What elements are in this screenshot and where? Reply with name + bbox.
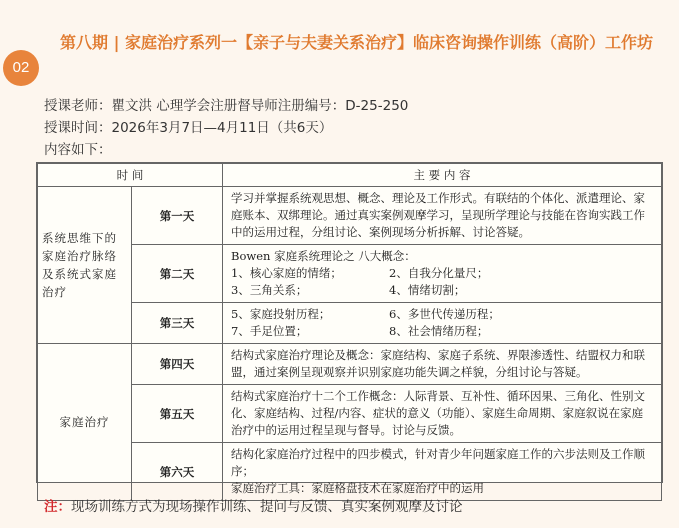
module-systemic: 系统思维下的家庭治疗脉络及系统式家庭治疗 — [38, 187, 132, 344]
concept-item: 7、手足位置； — [231, 324, 308, 338]
day-label: 第二天 — [132, 245, 223, 303]
day-label: 第四天 — [132, 344, 223, 385]
concept-item: 1、核心家庭的情绪； — [231, 266, 342, 280]
concept-item: 2、自我分化量尺； — [389, 266, 489, 280]
header-content: 主 要 内 容 — [223, 164, 662, 187]
module-family-therapy: 家庭治疗 — [38, 344, 132, 501]
day-content — [223, 303, 662, 344]
day-content — [223, 443, 662, 501]
table-row — [38, 303, 662, 344]
concept-item: 3、三角关系； — [231, 283, 308, 297]
table-row — [38, 245, 662, 303]
content-label: 内容如下： — [44, 142, 112, 158]
day-label: 第六天 — [132, 443, 223, 501]
table-row — [38, 443, 662, 501]
table-row — [38, 187, 662, 245]
teacher-info: 授课老师：瞿文洪 心理学会注册督导师注册编号：D-25-250 — [44, 98, 409, 114]
schedule-info: 授课时间：2026年3月7日—4月11日（共6天） — [44, 120, 333, 136]
day-label: 第五天 — [132, 385, 223, 443]
day-content: 结构式家庭治疗十二个工作概念：人际背景、互补性、循环因果、三角化、性别文化、家庭结构、过程/内容、症状的意义（功能）、家庭生命周期、家庭叙说在家庭治疗中的运用过程呈现与督导。讨论与反馈。 — [223, 385, 662, 443]
day-content: 学习并掌握系统观思想、概念、理论及工作形式。有联结的个体化、派遣理论、家庭账本、双绑理论。通过真实案例观摩学习，呈现所学理论与技能在咨询实践工作中的运用过程，分组讨论、案例现场分析拆解、讨论答疑。 — [223, 187, 662, 245]
concept-item: 6、多世代传递历程； — [389, 307, 500, 321]
day-label: 第一天 — [132, 187, 223, 245]
bowen-intro: Bowen 家庭系统理论之 八大概念： — [231, 249, 416, 263]
concept-item: 5、家庭投射历程； — [231, 307, 331, 321]
table-row — [38, 385, 662, 443]
header-time: 时 间 — [38, 164, 223, 187]
section-number-badge: 02 — [3, 50, 39, 86]
concept-item: 8、社会情绪历程； — [389, 324, 489, 338]
footnote-text: 现场训练方式为现场操作训练、提问与反馈、真实案例观摩及讨论 — [71, 499, 463, 515]
day-label: 第三天 — [132, 303, 223, 344]
footnote — [44, 495, 463, 515]
footnote-label: 注： — [44, 499, 71, 515]
day-content: 结构式家庭治疗理论及概念：家庭结构、家庭子系统、界限渗透性、结盟权力和联盟，通过案例呈现观察并识别家庭功能失调之样貌，分组讨论与答疑。 — [223, 344, 662, 385]
course-table — [36, 162, 663, 495]
day-content — [223, 245, 662, 303]
day6-part-a: 结构化家庭治疗过程中的四步模式，针对青少年问题家庭工作的六步法则及工作顺序； — [231, 447, 645, 478]
concept-item: 4、情绪切割； — [389, 283, 466, 297]
page-title: 第八期 | 家庭治疗系列一【亲子与夫妻关系治疗】临床咨询操作训练（高阶）工作坊 — [60, 33, 653, 52]
day6-part-b: 家庭治疗工具：家庭格盘技术在家庭治疗中的运用 — [231, 481, 484, 495]
table-header-row — [38, 164, 662, 187]
table-row — [38, 344, 662, 385]
